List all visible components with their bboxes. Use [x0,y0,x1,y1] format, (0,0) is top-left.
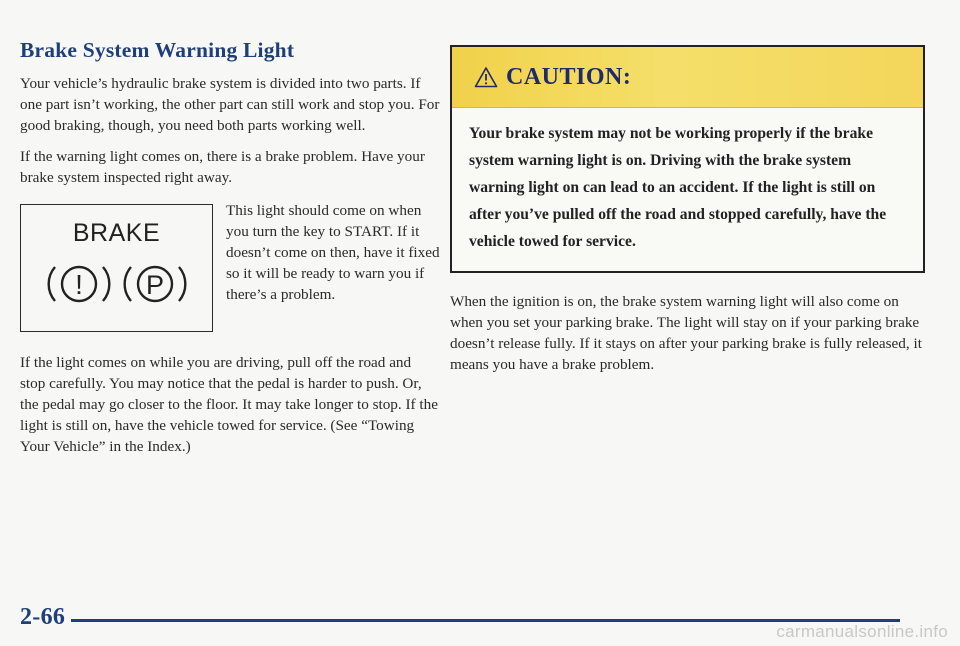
caution-body: Your brake system may not be working properly if the brake system warning light is on. Driving with the brake system warning light on can lead to an accident. If the light is still on after you’ve pulled off the road and stopped carefully, have the vehicle towed for service. [469,125,887,250]
parking-glyph: P [145,270,164,300]
right-column [450,45,925,385]
watermark: carmanualsonline.info [776,622,948,641]
indicator-row [20,204,440,332]
left-column [20,38,440,467]
warning-triangle-icon [474,66,498,88]
caution-title: CAUTION: [506,63,632,90]
warning-paragraph: If the warning light comes on, there is a brake problem. Have your brake system inspected right away. [20,148,425,186]
page-footer [20,604,900,631]
ignition-paragraph: When the ignition is on, the brake system warning light will also come on when you set your parking brake. The light will stay on if your parking brake doesn’t release fully. If it stays on after your parking brake is fully released, it means you have a brake problem. [450,293,922,373]
section-title: Brake System Warning Light [20,38,295,62]
indicator-description: This light should come on when you turn the key to START. If it doesn’t come on then, have it fixed so it will be ready to warn you if there’s a problem. [226,202,440,303]
driving-paragraph: If the light comes on while you are driving, pull off the road and stop carefully. You may notice that the pedal is harder to push. Or, the pedal may go closer to the floor. It may take longer to stop. If the light is still on, have the vehicle towed for service. (See “Towing Your Vehicle” in the Index.) [20,354,438,455]
exclamation-glyph: ! [74,269,83,300]
page-number: 2-66 [20,604,66,630]
caution-box [450,45,925,273]
brake-indicator-word: BRAKE [72,219,161,247]
caution-header [452,47,923,108]
intro-paragraph: Your vehicle’s hydraulic brake system is divided into two parts. If one part isn’t working, the other part can still work and stop you. For good braking, though, you need both parts working well. [20,75,440,134]
brake-warning-symbols-icon [37,254,197,314]
brake-indicator-illustration [20,204,213,332]
